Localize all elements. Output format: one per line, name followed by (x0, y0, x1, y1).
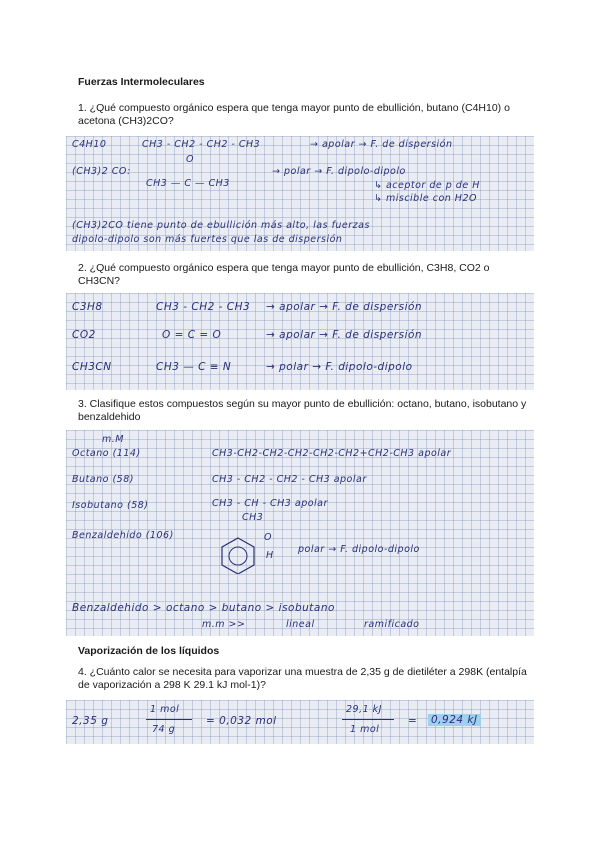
handwritten-answer-2 (66, 293, 534, 390)
handwritten-answer-1 (66, 136, 534, 251)
note: O (186, 154, 194, 165)
note: → polar → F. dipolo-dipolo (266, 361, 413, 373)
note: Butano (58) (72, 474, 134, 485)
note: CH3 - CH2 - CH2 - CH3 (142, 139, 261, 150)
handwritten-answer-4 (66, 700, 534, 744)
question-3: 3. Clasifique estos compuestos según su mayor punto de ebullición: octano, butano, isobutano y benzaldehido (78, 398, 527, 423)
note: → polar → F. dipolo-dipolo (272, 166, 406, 177)
note: O (264, 532, 272, 543)
note: m.m >> (202, 619, 246, 630)
note: CH3 — C — CH3 (146, 178, 230, 189)
note: 74 g (152, 724, 176, 735)
note: Isobutano (58) (72, 500, 149, 511)
note: CH3CN (72, 361, 112, 373)
benzene-ring-drawing (216, 534, 260, 574)
fraction-bar (146, 719, 192, 720)
section-title-intermolecular: Fuerzas Intermoleculares (78, 76, 205, 88)
note: CH3-CH2-CH2-CH2-CH2-CH2+CH2-CH3 apolar (212, 448, 452, 459)
note: → apolar → F. de dispersión (266, 329, 423, 341)
note: C3H8 (72, 301, 103, 313)
note: lineal (286, 619, 315, 630)
note: 29,1 kJ (346, 704, 382, 715)
note: O = C = O (162, 329, 222, 341)
note: = 0,032 mol (206, 715, 277, 727)
note: dipolo-dipolo son más fuertes que las de dispersión (72, 234, 343, 245)
note: (CH3)2 CO: (72, 166, 131, 177)
question-4: 4. ¿Cuánto calor se necesita para vaporizar una muestra de 2,35 g de dietiléter a 298K (entalpía de vaporización a 298 K 29.1 kJ mol-1)? (78, 666, 527, 691)
note: 2,35 g (72, 715, 109, 727)
note: Octano (114) (72, 448, 141, 459)
note: CH3 — C ≡ N (156, 361, 232, 373)
note: Benzaldehido (106) (72, 530, 174, 541)
note: (CH3)2CO tiene punto de ebullición más alto, las fuerzas (72, 220, 370, 231)
note: CH3 - CH2 - CH2 - CH3 apolar (212, 474, 367, 485)
note: = (408, 715, 418, 727)
note: → apolar → F. de dispersión (266, 301, 423, 313)
note: H (266, 550, 274, 561)
handwritten-answer-3 (66, 430, 534, 636)
note: Benzaldehido > octano > butano > isobutano (72, 602, 335, 614)
note: → apolar → F. de dispersión (310, 139, 453, 150)
note: 1 mol (350, 724, 380, 735)
question-1: 1. ¿Qué compuesto orgánico espera que tenga mayor punto de ebullición, butano (C4H10) o acetona (CH3)2CO? (78, 102, 510, 127)
note: ↳ miscible con H2O (374, 193, 477, 204)
note: CO2 (72, 329, 96, 341)
note: CH3 - CH2 - CH3 (156, 301, 251, 313)
section-title-vaporization: Vaporización de los líquidos (78, 645, 220, 657)
note: CH3 (242, 512, 264, 523)
note: polar → F. dipolo-dipolo (298, 544, 420, 555)
note: C4H10 (72, 139, 107, 150)
fraction-bar (342, 719, 394, 720)
result-highlight: 0,924 kJ (428, 714, 481, 726)
note: CH3 - CH - CH3 apolar (212, 498, 328, 509)
note: 1 mol (150, 704, 180, 715)
note: m.M (102, 434, 124, 445)
note: ramificado (364, 619, 420, 630)
note: ↳ aceptor de p de H (374, 180, 480, 191)
question-2: 2. ¿Qué compuesto orgánico espera que tenga mayor punto de ebullición, C3H8, CO2 o CH3CN? (78, 262, 490, 287)
